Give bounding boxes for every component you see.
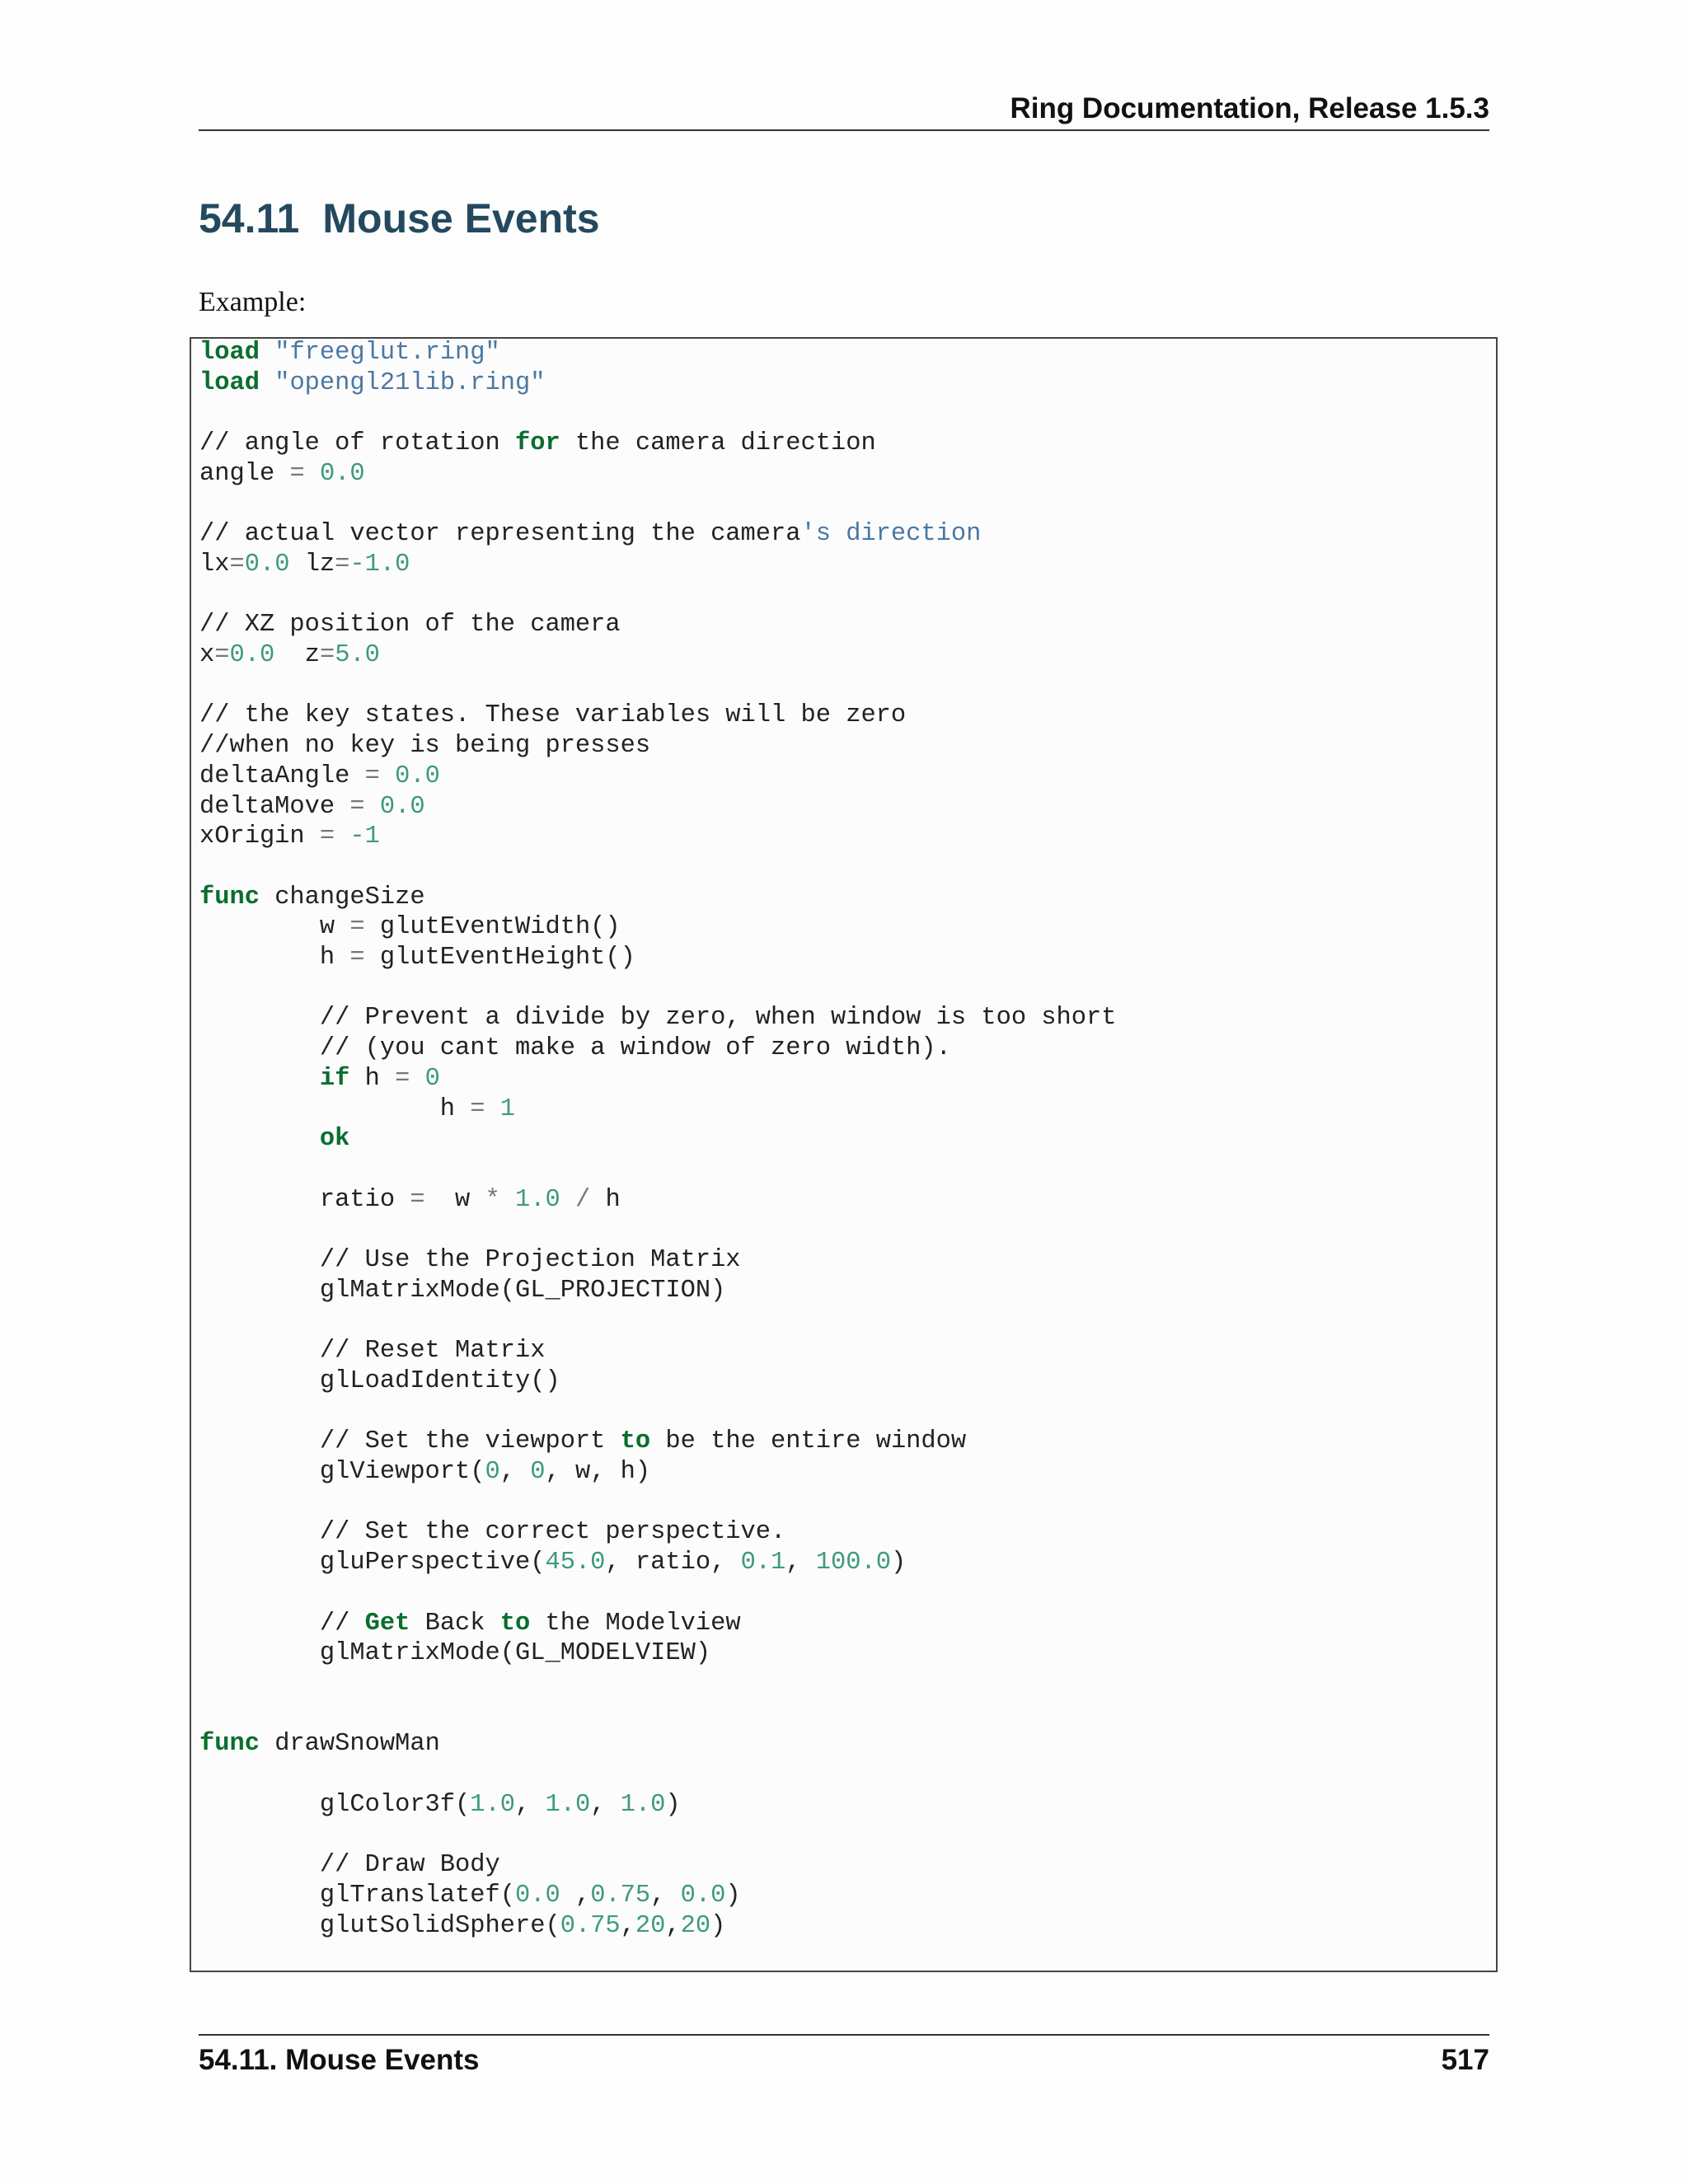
code-token <box>410 1065 424 1093</box>
code-token: = <box>335 550 350 579</box>
code-token: ) <box>710 1911 726 1940</box>
code-token <box>365 793 380 821</box>
code-line <box>199 762 440 790</box>
code-line <box>199 1065 440 1093</box>
code-token: // the key states. These variables will be zero <box>199 701 907 730</box>
code-token: glMatrixMode(GL_MODELVIEW) <box>199 1639 711 1668</box>
section-heading <box>199 194 600 242</box>
code-token: 0.0 <box>229 641 275 670</box>
code-token: = <box>349 792 365 821</box>
code-block <box>199 338 1116 1941</box>
code-token: "freeglut.ring" <box>274 339 500 367</box>
code-line <box>199 1095 515 1123</box>
code-token: -1 <box>349 823 380 851</box>
code-token: //when no key is being presses <box>199 732 651 761</box>
code-token <box>199 1125 320 1153</box>
code-token: // Use the Projection Matrix <box>199 1246 741 1275</box>
code-line <box>199 1851 500 1879</box>
code-token <box>380 762 395 790</box>
code-line <box>199 944 635 972</box>
code-token: , <box>515 1790 546 1819</box>
code-line <box>199 551 410 579</box>
code-token <box>560 1186 575 1214</box>
code-token: func <box>199 883 260 912</box>
code-line <box>199 1610 741 1638</box>
code-token: deltaMove <box>199 792 350 821</box>
code-token: // Draw Body <box>199 1851 500 1880</box>
code-token: 1 <box>499 1094 516 1123</box>
code-token: h <box>199 944 350 972</box>
code-line <box>199 1034 951 1062</box>
code-token <box>500 1186 515 1214</box>
code-token: , ratio, <box>605 1549 741 1577</box>
code-token: = <box>319 641 335 670</box>
code-token: x <box>199 641 215 670</box>
code-token <box>305 460 320 488</box>
code-token: ) <box>665 1790 681 1819</box>
code-token: gluPerspective( <box>199 1549 546 1577</box>
code-token: , <box>620 1911 635 1940</box>
code-token: 0.0 <box>319 459 365 488</box>
code-line <box>199 1882 741 1910</box>
code-token: 0.0 <box>680 1881 726 1910</box>
code-token: ratio <box>199 1185 410 1214</box>
code-line <box>199 1639 710 1667</box>
code-token: , <box>499 1458 531 1487</box>
code-token: ) <box>890 1549 907 1577</box>
code-token: be the entire window <box>650 1427 967 1456</box>
code-token: = <box>214 641 230 670</box>
code-token: changeSize <box>259 883 425 912</box>
code-token: // XZ position of the camera <box>199 611 621 640</box>
code-token: 0.75 <box>590 1881 651 1910</box>
code-line <box>199 1518 785 1546</box>
code-token: // Set the viewport <box>199 1427 621 1456</box>
code-token: load <box>199 368 260 397</box>
code-token: 1.0 <box>515 1185 560 1214</box>
code-line <box>199 1912 725 1940</box>
code-token <box>485 1095 500 1123</box>
code-token: h <box>349 1064 396 1093</box>
code-token: = <box>349 913 365 942</box>
code-token: // angle of rotation <box>199 429 515 458</box>
code-token: 0 <box>530 1458 546 1487</box>
code-token: angle <box>199 459 290 488</box>
intro-text: Example: <box>199 287 307 317</box>
code-token: 1.0 <box>545 1790 591 1819</box>
code-line <box>199 1458 650 1486</box>
code-token: , <box>785 1549 816 1577</box>
code-token: 's direction <box>800 520 982 549</box>
code-token: 1.0 <box>470 1790 515 1819</box>
code-token: glMatrixMode(GL_PROJECTION) <box>199 1276 726 1305</box>
code-line <box>199 1004 1116 1032</box>
code-line <box>199 732 650 760</box>
code-token: = <box>470 1094 485 1123</box>
code-token: h <box>590 1185 621 1214</box>
code-line <box>199 1367 560 1395</box>
code-token: glTranslatef( <box>199 1881 515 1910</box>
code-token: 45.0 <box>545 1549 606 1577</box>
code-token: // Prevent a divide by zero, when window is too short <box>199 1004 1117 1033</box>
code-token: = <box>364 762 380 790</box>
code-line <box>199 793 425 821</box>
code-line <box>199 611 621 639</box>
code-line <box>199 1730 440 1758</box>
code-token: , <box>590 1790 621 1819</box>
code-token <box>260 339 274 367</box>
code-token: "opengl21lib.ring" <box>274 368 546 397</box>
running-header-title: Ring Documentation, Release 1.5.3 <box>1010 92 1489 124</box>
code-token: , <box>560 1881 591 1910</box>
code-token: glutSolidSphere( <box>199 1911 560 1940</box>
code-line <box>199 520 981 548</box>
code-line <box>199 1791 681 1819</box>
code-token: glViewport( <box>199 1458 485 1487</box>
code-token: 0.0 <box>244 550 290 579</box>
code-token: // actual vector representing the camera <box>199 520 801 549</box>
code-line <box>199 369 545 397</box>
code-token: = <box>289 459 305 488</box>
code-token: // Reset Matrix <box>199 1337 546 1366</box>
code-line <box>199 823 380 851</box>
code-token: , <box>650 1881 681 1910</box>
code-token: Back <box>410 1609 500 1638</box>
code-token: func <box>199 1730 260 1759</box>
code-line <box>199 429 876 457</box>
code-token: // (you cant make a window of zero width). <box>199 1034 951 1063</box>
code-token: glLoadIdentity() <box>199 1366 560 1395</box>
code-token: = <box>410 1185 425 1214</box>
code-token: = <box>319 823 335 851</box>
code-token: 20 <box>635 1911 666 1940</box>
code-token: -1.0 <box>349 550 410 579</box>
code-token: 0.0 <box>395 762 440 790</box>
code-token: 20 <box>680 1911 711 1940</box>
code-line <box>199 1246 741 1274</box>
code-token: the Modelview <box>530 1609 741 1638</box>
section-title: Mouse Events <box>322 195 600 241</box>
code-token: h <box>199 1094 471 1123</box>
code-line <box>199 1337 545 1365</box>
code-token: // <box>199 1609 365 1638</box>
code-token: = <box>229 550 245 579</box>
code-token: 0.0 <box>514 1881 560 1910</box>
code-token: load <box>199 339 260 367</box>
code-line <box>199 641 380 669</box>
code-token: / <box>575 1185 591 1214</box>
code-token: glColor3f( <box>199 1790 471 1819</box>
code-token: glutEventWidth() <box>364 913 621 942</box>
code-token: lz <box>289 550 335 579</box>
code-token: 0 <box>424 1064 440 1093</box>
page-number: 517 <box>1441 2044 1489 2076</box>
code-token: 0 <box>485 1458 500 1487</box>
code-token: lx <box>199 550 230 579</box>
code-line <box>199 1125 349 1153</box>
code-token: 0.75 <box>560 1911 621 1940</box>
code-token: Get <box>364 1609 410 1638</box>
code-token: w <box>424 1185 485 1214</box>
code-token: deltaAngle <box>199 762 365 790</box>
code-token: 100.0 <box>815 1549 891 1577</box>
code-line <box>199 883 425 912</box>
code-line <box>199 1277 725 1305</box>
code-token <box>260 369 274 397</box>
code-token: for <box>514 429 560 458</box>
code-token: to <box>620 1427 651 1456</box>
code-token <box>199 1065 320 1093</box>
code-line <box>199 1549 906 1577</box>
code-token <box>335 823 349 851</box>
footer-section-title: 54.11. Mouse Events <box>199 2044 480 2076</box>
code-token: = <box>395 1064 410 1093</box>
code-line <box>199 1427 966 1455</box>
code-line <box>199 1186 621 1214</box>
code-token: to <box>499 1609 531 1638</box>
code-line <box>199 701 906 729</box>
section-number: 54.11 <box>199 195 300 241</box>
code-token: xOrigin <box>199 823 320 851</box>
code-token: * <box>485 1185 500 1214</box>
code-token: = <box>349 944 365 972</box>
code-token: , <box>665 1911 681 1940</box>
code-token: 1.0 <box>620 1790 666 1819</box>
code-token: if <box>319 1064 350 1093</box>
code-token: z <box>274 641 320 670</box>
code-line <box>199 913 621 941</box>
code-token: ok <box>319 1125 350 1154</box>
code-token: the camera direction <box>560 429 876 458</box>
code-line <box>199 460 365 488</box>
code-token: w <box>199 913 350 942</box>
code-token: 0.1 <box>740 1549 786 1577</box>
header-rule <box>199 129 1489 131</box>
footer-rule <box>199 2034 1489 2036</box>
code-token: , w, h) <box>545 1458 651 1487</box>
code-token: 5.0 <box>335 641 380 670</box>
code-token: glutEventHeight() <box>364 944 635 972</box>
code-token: // Set the correct perspective. <box>199 1518 786 1547</box>
code-token: 0.0 <box>379 792 425 821</box>
code-token: ) <box>725 1881 741 1910</box>
code-token: drawSnowMan <box>259 1730 440 1759</box>
code-line <box>199 339 500 367</box>
